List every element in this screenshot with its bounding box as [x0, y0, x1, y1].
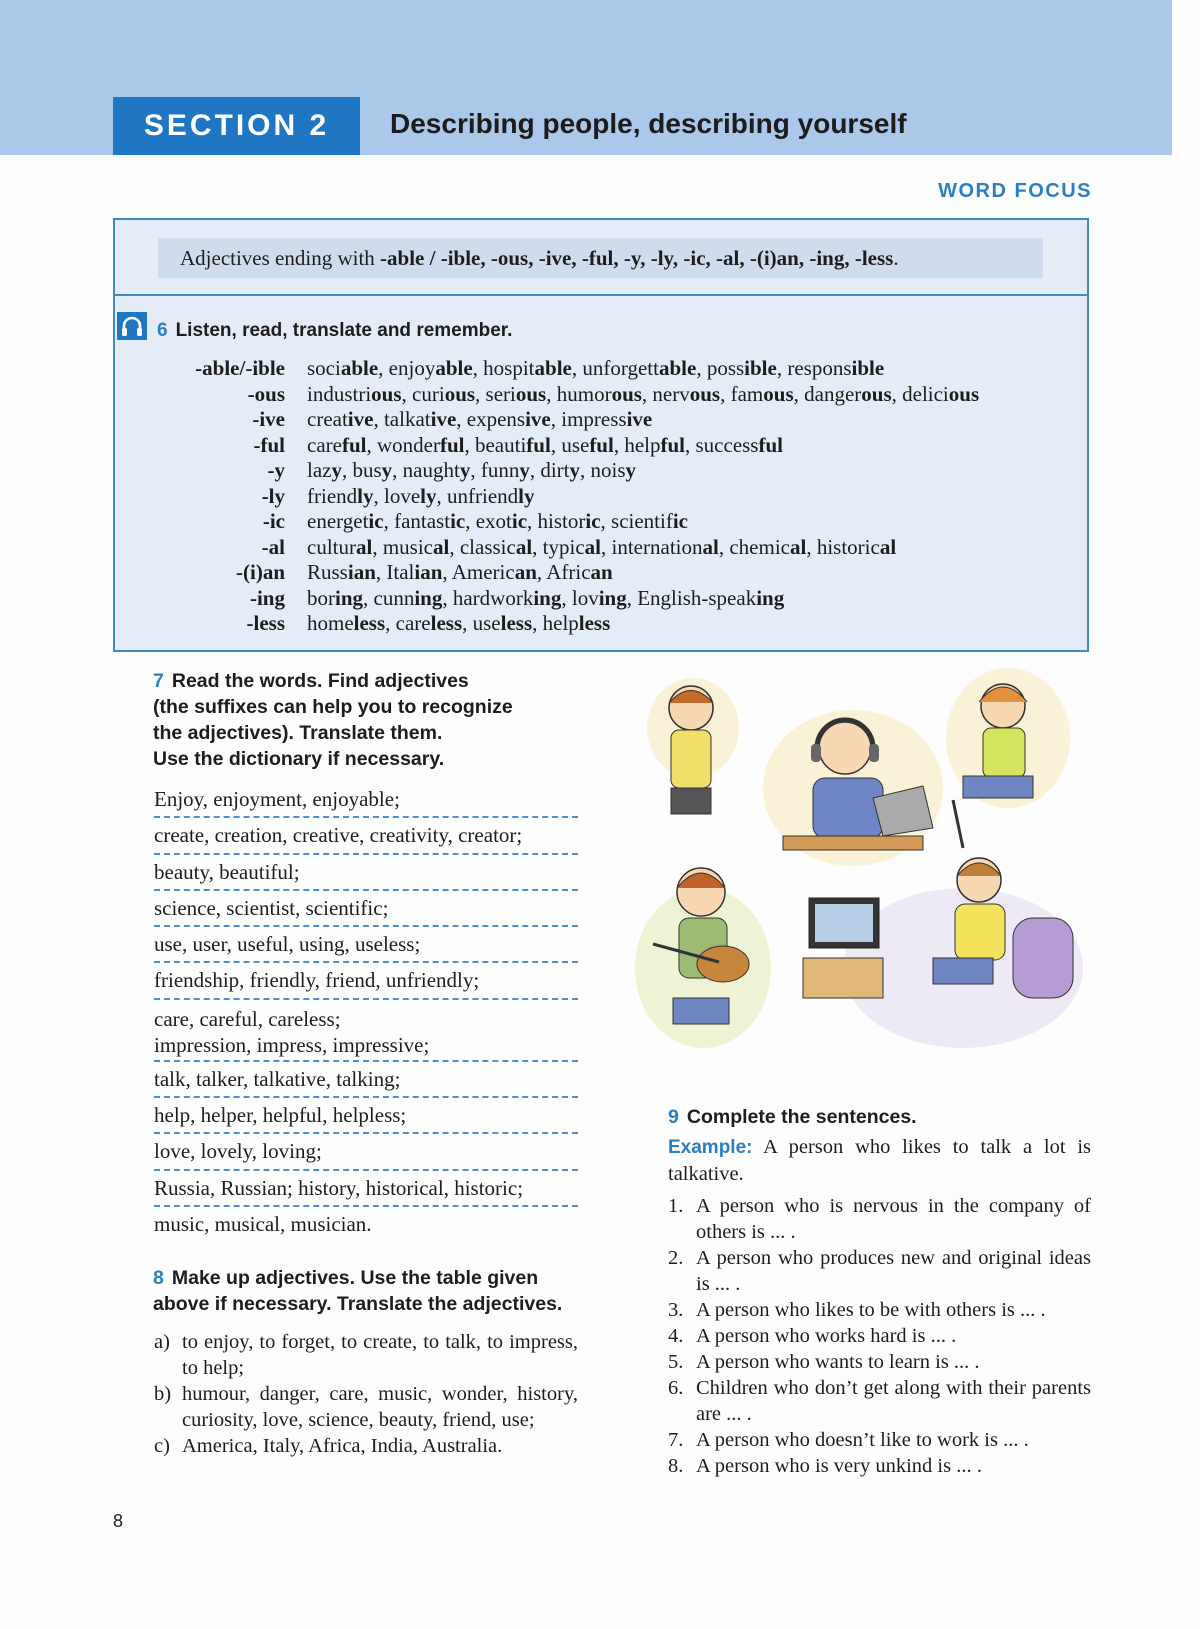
example-word: unfriendly: [447, 483, 535, 508]
word-list-line: Russia, Russian; history, historical, historic;: [154, 1175, 524, 1200]
suffix-examples: boring, cunning, hardworking, loving, English-speaking: [307, 585, 785, 610]
suffix-examples: careful, wonderful, beautiful, useful, helpful, successful: [307, 432, 783, 457]
word-list-row: [154, 927, 578, 963]
example-word: English-speaking: [637, 585, 785, 610]
exercise-7-title-line: 7 Read the words. Find adjectives: [153, 670, 469, 692]
suffix-row: [163, 509, 979, 535]
exercise-8-number: 8: [153, 1267, 164, 1289]
item-text: A person who is nervous in the company of others is ... .: [696, 1195, 1091, 1243]
item-label: 7.: [668, 1429, 684, 1451]
item-text: A person who works hard is ... .: [696, 1325, 957, 1347]
example-word: helpless: [542, 611, 611, 635]
item-label: 1.: [668, 1195, 684, 1217]
suffix-row: [163, 560, 979, 586]
example-word: musical: [382, 534, 450, 559]
exercise-6-title: [157, 320, 512, 342]
example-word: Italian: [386, 560, 443, 584]
example-word: creative: [307, 407, 374, 431]
item-text: Children who don’t get along with their parents are ... .: [696, 1377, 1091, 1425]
word-list-row: [154, 1062, 578, 1098]
example-word: lazy: [307, 458, 342, 482]
suffix-label: -able/-ible: [195, 356, 285, 380]
example-word: hardworking: [452, 585, 562, 610]
suffix-label: -ing: [249, 585, 285, 610]
word-list-row: [154, 1098, 578, 1134]
word-list-line: beauty, beautiful;: [154, 859, 300, 884]
example-word: international: [611, 534, 719, 559]
word-list-line: help, helper, helpful, helpless;: [154, 1103, 407, 1128]
section-title: Describing people, describing yourself: [390, 108, 907, 139]
example-word: funny: [480, 458, 530, 482]
example-word: talkative: [383, 407, 457, 431]
rule-text-prefix: Adjectives ending with: [180, 246, 381, 270]
exercise-7-title-line: Use the dictionary if necessary.: [153, 748, 445, 770]
item-label: c): [154, 1435, 170, 1457]
exercise-9-list: [668, 1193, 1091, 1479]
example-word: successful: [695, 432, 783, 457]
suffix-row: [163, 356, 979, 382]
word-list-row: [154, 855, 578, 891]
exercise-8-item: [154, 1433, 578, 1459]
item-text: to enjoy, to forget, to create, to talk, to impress, to help;: [182, 1331, 578, 1379]
word-list-line: love, lovely, loving;: [154, 1139, 322, 1164]
suffix-row: [163, 586, 979, 612]
suffix-label: -ous: [247, 381, 285, 406]
example-word: classical: [459, 534, 533, 559]
word-list-line: science, scientist, scientific;: [154, 895, 389, 920]
suffix-table: [163, 356, 979, 637]
item-label: 5.: [668, 1351, 684, 1373]
rule-text-suffixes: -able / -ible, -ous, -ive, -ful, -y, -ly, -ic, -al, -(i)an, -ing, -less: [380, 246, 894, 270]
example-word: boring: [307, 585, 364, 610]
suffix-label: -ful: [253, 432, 285, 457]
word-list-line: impression, impress, impressive;: [154, 1032, 430, 1057]
example-word: historic: [537, 509, 601, 533]
item-text: A person who is very unkind is ... .: [696, 1455, 982, 1477]
page-number: 8: [113, 1511, 124, 1531]
suffix-label: -ive: [252, 407, 285, 431]
example-word: famous: [730, 381, 794, 406]
suffix-examples: homeless, careless, useless, helpless: [307, 611, 611, 635]
item-text: A person who doesn’t like to work is ... .: [696, 1429, 1029, 1451]
exercise-9-item: [668, 1193, 1091, 1245]
word-list-row: [154, 1171, 578, 1207]
example-word: American: [451, 560, 537, 584]
exercise-9-item: [668, 1297, 1091, 1323]
word-list-row: [154, 1134, 578, 1170]
suffix-row: [163, 535, 979, 561]
example-word: serious: [485, 381, 547, 406]
example-word: exotic: [475, 509, 528, 533]
boy-with-guitar-figure: [635, 868, 771, 1048]
suffix-row: [163, 458, 979, 484]
example-word: nervous: [652, 381, 721, 406]
suffix-row: [163, 382, 979, 408]
example-word: careful: [307, 432, 367, 457]
word-list-row: [154, 782, 578, 818]
example-word: responsible: [787, 356, 885, 380]
example-word: cultural: [307, 534, 373, 559]
item-text: A person who produces new and original ideas is ... .: [696, 1247, 1091, 1295]
example-word: industrious: [307, 381, 402, 406]
word-list-line: create, creation, creative, creativity, creator;: [154, 823, 523, 848]
suffix-row: [163, 611, 979, 637]
example-word: energetic: [307, 509, 384, 533]
rule-strip: [158, 238, 1043, 278]
exercise-9-item: [668, 1453, 1091, 1479]
suffix-label: -y: [267, 458, 285, 482]
example-word: delicious: [902, 381, 980, 406]
word-list-line: friendship, friendly, friend, unfriendly;: [154, 968, 480, 993]
item-label: 3.: [668, 1299, 684, 1321]
example-word: useless: [472, 611, 533, 635]
suffix-row: [163, 433, 979, 459]
suffix-examples: cultural, musical, classical, typical, international, chemical, historical: [307, 534, 897, 559]
example-word: hospitable: [483, 356, 572, 380]
suffix-label: -ic: [262, 509, 285, 533]
example-word: wonderful: [376, 432, 465, 457]
word-list-line: talk, talker, talkative, talking;: [154, 1066, 401, 1091]
word-list-line: music, musical, musician.: [154, 1211, 372, 1236]
example-word: curious: [412, 381, 476, 406]
example-text: A person who likes to talk a lot is talkative.: [668, 1136, 1091, 1185]
example-word: humorous: [556, 381, 642, 406]
exercise-6-number: 6: [157, 320, 168, 341]
exercise-9-item: [668, 1427, 1091, 1453]
exercise-7-number: 7: [153, 670, 164, 692]
example-word: expensive: [466, 407, 551, 431]
item-label: a): [154, 1331, 170, 1353]
item-text: A person who likes to be with others is ... .: [696, 1299, 1046, 1321]
exercise-6-title-text: Listen, read, translate and remember.: [175, 320, 513, 341]
example-word: chemical: [729, 534, 807, 559]
suffix-row: [163, 484, 979, 510]
word-list-row: [154, 963, 578, 999]
word-list-row: [154, 818, 578, 854]
exercise-9-title-text: Complete the sentences.: [686, 1106, 917, 1128]
example-word: useful: [561, 432, 614, 457]
example-word: cunning: [373, 585, 443, 610]
word-focus-heading: WORD FOCUS: [938, 180, 1092, 202]
item-label: 8.: [668, 1455, 684, 1477]
exercise-9-item: [668, 1323, 1091, 1349]
example-word: dirty: [540, 458, 580, 482]
exercise-7-word-list: [154, 782, 578, 1243]
example-word: typical: [542, 534, 602, 559]
example-word: unforgettable: [582, 356, 697, 380]
suffix-label: -ly: [261, 483, 285, 508]
example-word: enjoyable: [388, 356, 473, 380]
suffix-examples: industrious, curious, serious, humorous, nervous, famous, dangerous, delicious: [307, 381, 980, 406]
example-word: impressive: [561, 407, 653, 431]
exercise-9-item: [668, 1245, 1091, 1297]
suffix-examples: creative, talkative, expensive, impressive: [307, 407, 653, 431]
exercise-7-title-line: (the suffixes can help you to recognize: [153, 696, 513, 718]
example-word: possible: [706, 356, 777, 380]
example-word: African: [546, 560, 613, 584]
exercise-8-list: [154, 1329, 578, 1459]
word-focus-box: [113, 218, 1089, 652]
item-label: 2.: [668, 1247, 684, 1269]
word-list-row: [154, 1207, 578, 1243]
rule-text-end: .: [893, 246, 899, 270]
example-word: lovely: [384, 483, 437, 508]
suffix-examples: Russian, Italian, American, African: [307, 560, 613, 584]
suffix-examples: energetic, fantastic, exotic, historic, scientific: [307, 509, 688, 533]
word-list-line: Enjoy, enjoyment, enjoyable;: [154, 787, 400, 811]
item-label: b): [154, 1383, 172, 1405]
exercise-9-example: [668, 1134, 1091, 1187]
suffix-examples: lazy, busy, naughty, funny, dirty, noisy: [307, 458, 637, 482]
item-text: America, Italy, Africa, India, Australia.: [182, 1435, 503, 1457]
headphones-icon[interactable]: [117, 312, 147, 340]
example-word: scientific: [611, 509, 688, 533]
word-list-line: care, careful, careless;: [154, 1006, 341, 1031]
example-word: loving: [571, 585, 627, 610]
exercise-9-item: [668, 1375, 1091, 1427]
example-word: sociable: [307, 356, 379, 380]
example-word: homeless: [307, 611, 386, 635]
example-word: Russian: [307, 560, 376, 584]
word-list-row: [154, 1000, 578, 1062]
example-word: careless: [395, 611, 463, 635]
exercise-7-title: [153, 668, 573, 772]
divider: [115, 294, 1087, 296]
example-word: busy: [352, 458, 393, 482]
exercise-9-number: 9: [668, 1106, 679, 1128]
exercise-8-item: [154, 1381, 578, 1433]
exercise-9-title: [668, 1104, 917, 1130]
suffix-label: -al: [261, 534, 285, 559]
example-word: historical: [816, 534, 897, 559]
example-label: Example:: [668, 1137, 753, 1158]
example-word: beautiful: [474, 432, 551, 457]
suffix-examples: friendly, lovely, unfriendly: [307, 483, 535, 508]
item-label: 6.: [668, 1377, 684, 1399]
illustration: [633, 668, 1091, 1070]
exercise-9-item: [668, 1349, 1091, 1375]
example-word: helpful: [624, 432, 685, 457]
example-word: fantastic: [394, 509, 466, 533]
suffix-label: -(i)an: [236, 560, 285, 584]
item-text: humour, danger, care, music, wonder, history, curiosity, love, science, beauty, friend, use;: [182, 1383, 578, 1431]
section-label: SECTION 2: [113, 97, 360, 155]
exercise-8-item: [154, 1329, 578, 1381]
word-list-line: use, user, useful, using, useless;: [154, 932, 421, 957]
example-word: naughty: [402, 458, 471, 482]
boy-watching-tv-figure: [803, 858, 1083, 1048]
exercise-8-title-line: above if necessary. Translate the adjectives.: [153, 1293, 563, 1315]
example-word: dangerous: [804, 381, 892, 406]
example-word: friendly: [307, 483, 374, 508]
exercise-8-title: [153, 1265, 573, 1317]
boy-with-headphones-figure: [763, 710, 943, 866]
example-word: noisy: [590, 458, 637, 482]
item-text: A person who wants to learn is ... .: [696, 1351, 980, 1373]
suffix-row: [163, 407, 979, 433]
suffix-examples: sociable, enjoyable, hospitable, unforgettable, possible, responsible: [307, 356, 885, 380]
suffix-label: -less: [246, 611, 285, 635]
item-label: 4.: [668, 1325, 684, 1347]
word-list-row: [154, 891, 578, 927]
exercise-8-title-line: 8 Make up adjectives. Use the table given: [153, 1267, 539, 1289]
crying-girl-figure: [647, 678, 739, 814]
girl-on-phone-figure: [946, 668, 1070, 848]
exercise-7-title-line: the adjectives). Translate them.: [153, 722, 443, 744]
